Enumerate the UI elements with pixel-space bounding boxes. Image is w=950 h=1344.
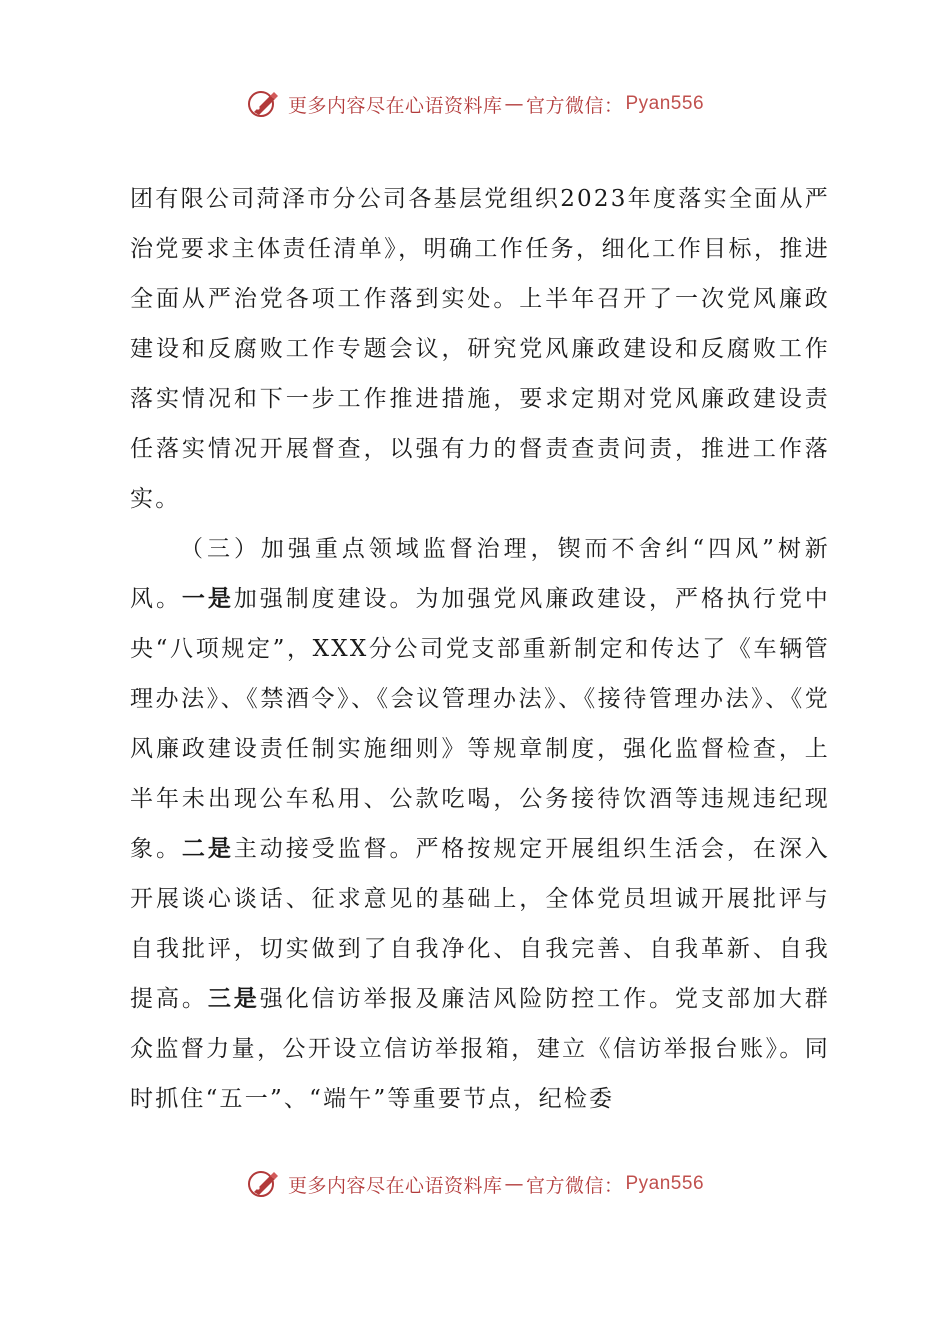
pen-logo-icon xyxy=(246,86,282,122)
watermark-dash: — xyxy=(504,1173,524,1195)
point-one-text: 加强制度建设。为加强党风廉政建设，严格执行党中央“八项规定”，XXX分公司党支部重新制定和传达了《车辆管理办法》、《禁酒令》、《会议管理办法》、《接待管理办法》、《党风廉政建设责任制实施细则》等规章制度，强化监督检查，上半年未出现公车私用、公款吃喝，公务接待饮酒等违规违纪现象。 xyxy=(130,586,830,862)
pen-logo-icon xyxy=(246,1166,282,1202)
watermark-footer xyxy=(0,1164,950,1204)
paragraph-continued: 团有限公司菏泽市分公司各基层党组织2023年度落实全面从严治党要求主体责任清单》，明确工作任务，细化工作目标，推进全面从严治党各项工作落到实处。上半年召开了一次党风廉政建设和反腐败工作专题会议，研究党风廉政建设和反腐败工作落实情况和下一步工作推进措施，要求定期对党风廉政建设责任落实情况开展督查，以强有力的督责查责问责，推进工作落实。 xyxy=(130,186,830,512)
point-three-label: 三是 xyxy=(207,986,260,1012)
watermark-wechat-id: Pyan556 xyxy=(625,1173,705,1194)
watermark-official-label: 官方微信： xyxy=(525,1174,624,1197)
watermark-header xyxy=(0,84,950,124)
watermark-dash: — xyxy=(504,93,524,115)
point-two-text: 主动接受监督。严格按规定开展组织生活会，在深入开展谈心谈话、征求意见的基础上，全体党员坦诚开展批评与自我批评，切实做到了自我净化、自我完善、自我革新、自我提高。 xyxy=(130,836,830,1012)
watermark-main-text: 更多内容尽在心语资料库 xyxy=(287,1174,503,1197)
paragraph-section-three xyxy=(130,524,830,1124)
point-two-label: 二是 xyxy=(181,836,234,862)
document-body xyxy=(130,174,830,1124)
watermark-wechat-id: Pyan556 xyxy=(625,93,705,114)
point-three-text: 强化信访举报及廉洁风险防控工作。党支部加大群众监督力量，公开设立信访举报箱，建立《信访举报台账》。同时抓住“五一”、“端午”等重要节点，纪检委 xyxy=(130,986,830,1112)
watermark-official-label: 官方微信： xyxy=(525,94,624,117)
point-one-label: 一是 xyxy=(181,586,234,612)
watermark-main-text: 更多内容尽在心语资料库 xyxy=(287,94,503,117)
section-heading: （三）加强重点领域监督治理，锲而不舍纠“四风”树新风。 xyxy=(130,536,830,612)
